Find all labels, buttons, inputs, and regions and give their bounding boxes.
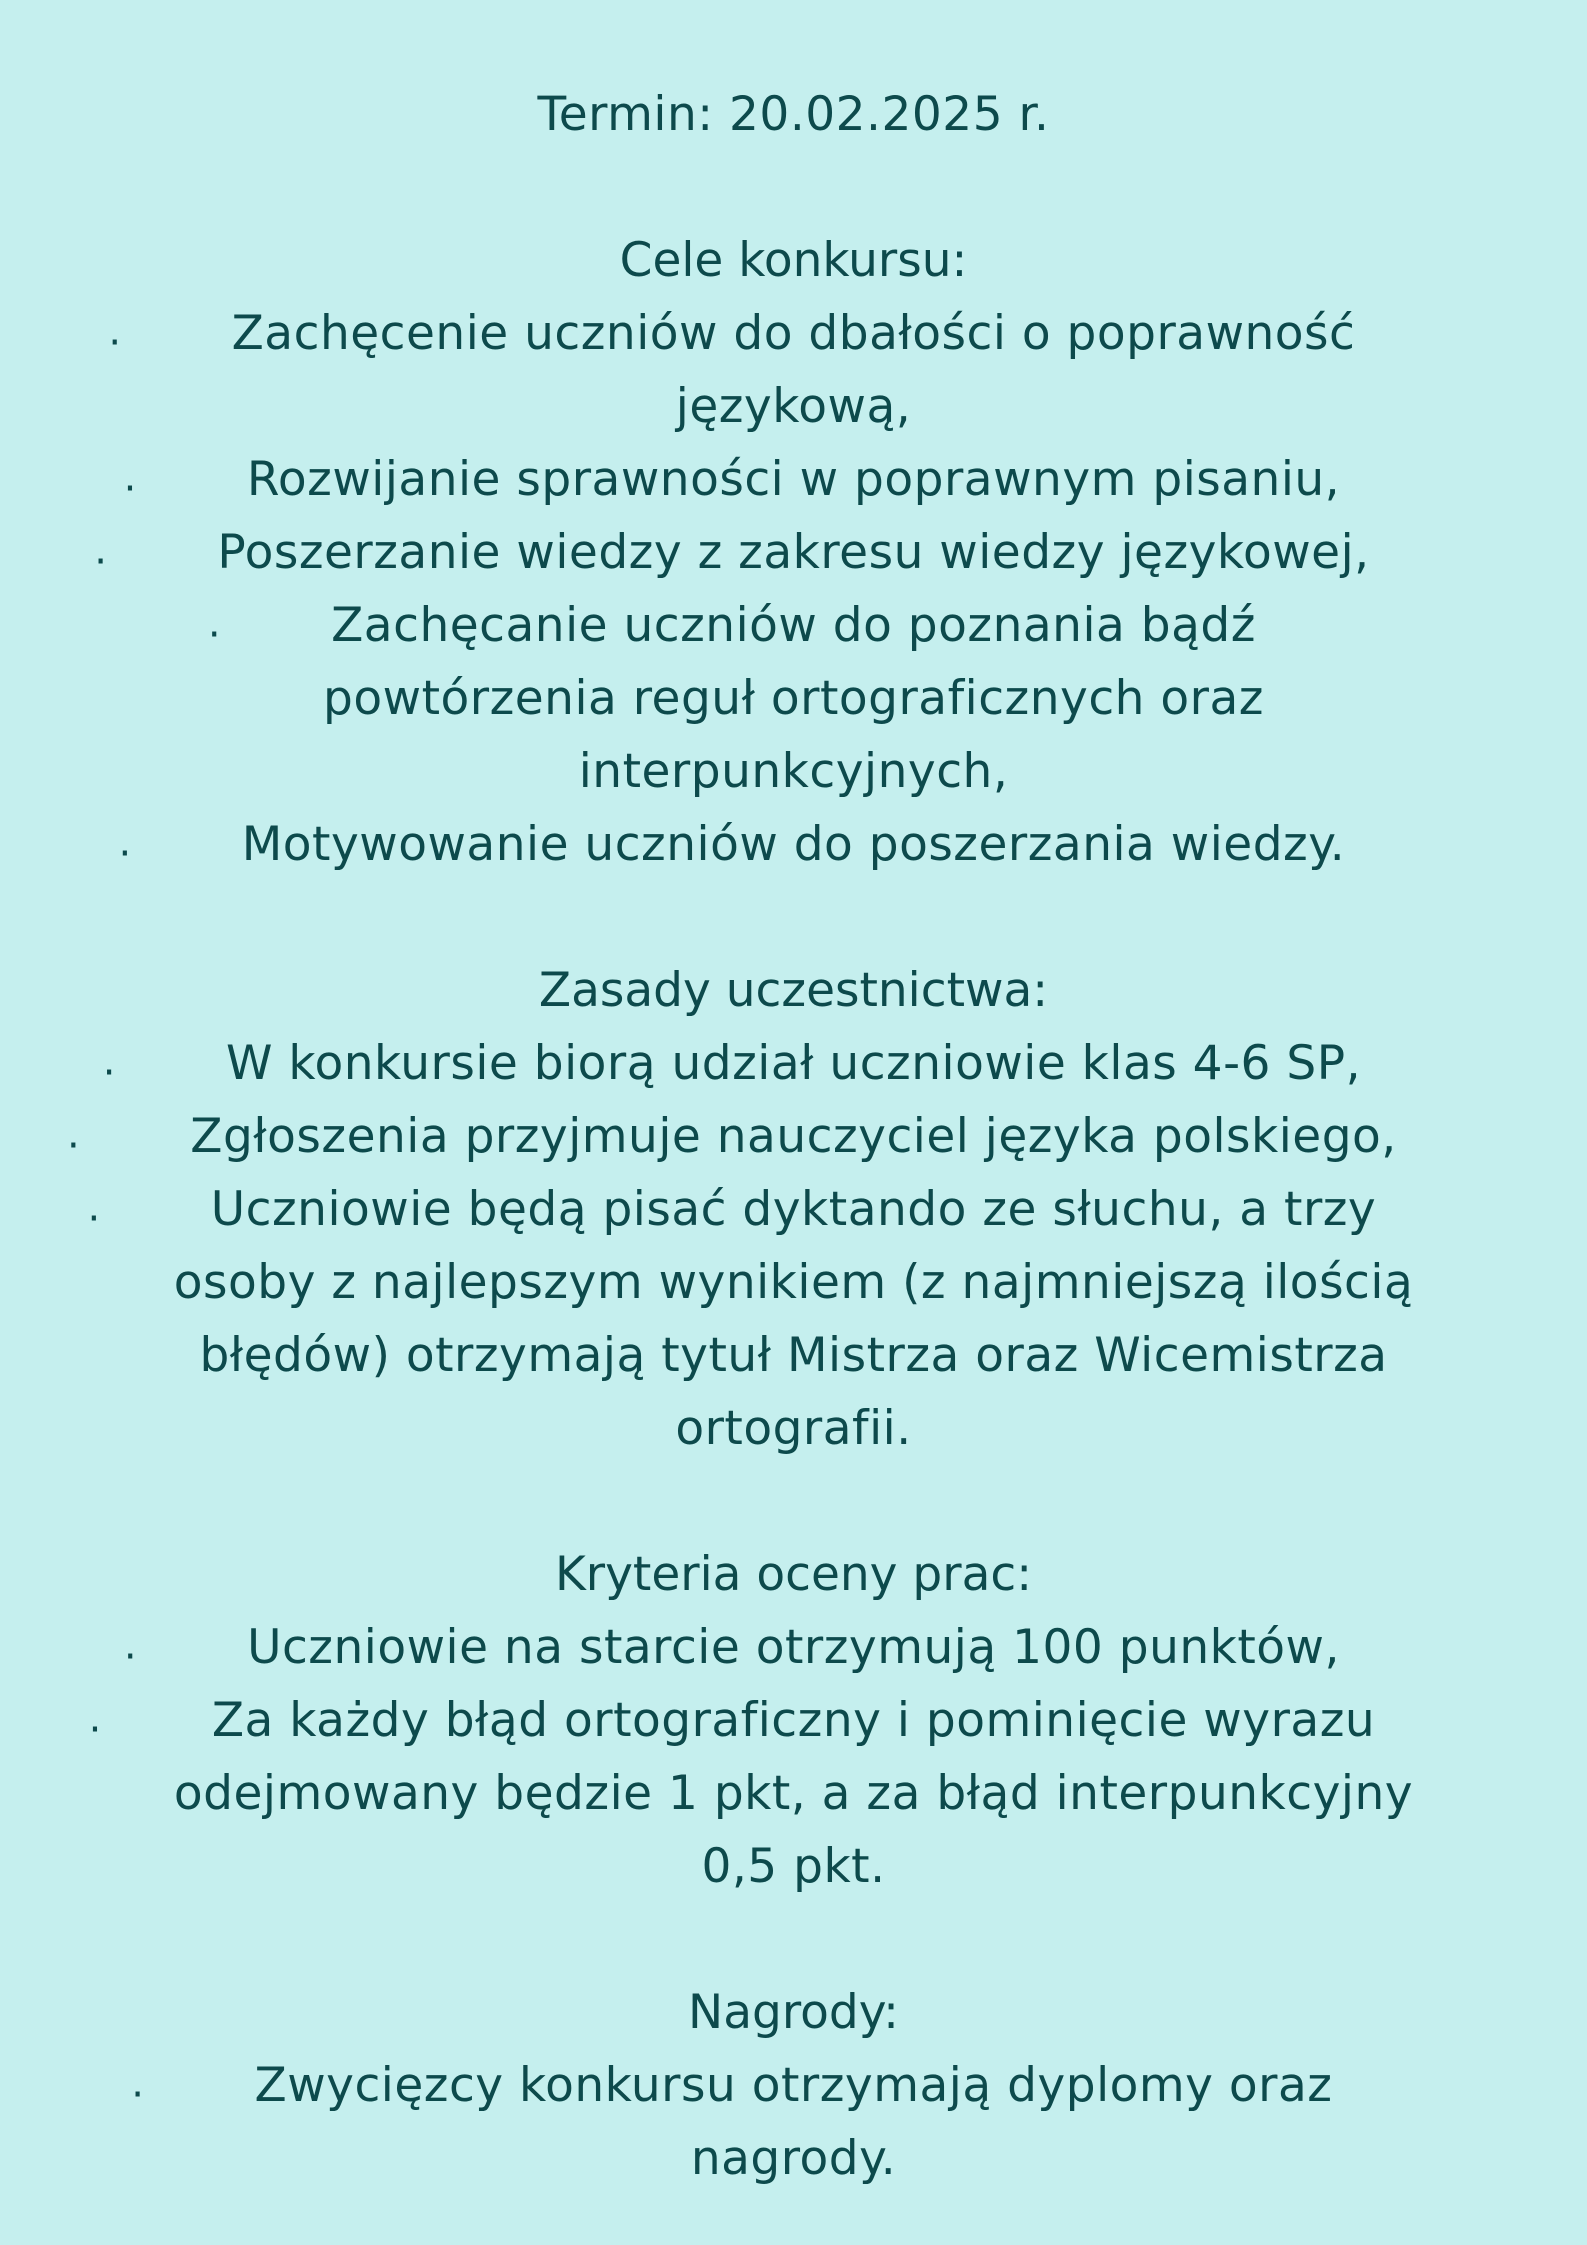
list-item-text: powtórzenia reguł ortograficznych oraz: [323, 671, 1264, 726]
section-spacer: [110, 151, 1477, 224]
section-title: Nagrody:: [688, 1985, 899, 2040]
list-item-text: odejmowany będzie 1 pkt, a za błąd interpunkcyjny: [173, 1766, 1414, 1821]
list-item-continuation: [110, 1246, 1477, 1319]
list-item-text: Motywowanie uczniów do poszerzania wiedzy.: [241, 817, 1346, 872]
list-item: [110, 297, 1477, 370]
list-item-text: W konkursie biorą udział uczniowie klas 4-6 SP,: [225, 1036, 1362, 1091]
list-item: [110, 1611, 1477, 1684]
list-item-continuation: [110, 370, 1477, 443]
list-item-text: błędów) otrzymają tytuł Mistrza oraz Wicemistrza: [199, 1328, 1388, 1383]
list-item-text: Zgłoszenia przyjmuje nauczyciel języka polskiego,: [190, 1109, 1397, 1164]
section-spacer: [110, 1465, 1477, 1538]
list-item: [87, 1173, 1477, 1246]
bullet-dot-icon: ·: [123, 466, 137, 512]
list-item-text: Zachęcanie uczniów do poznania bądź: [331, 598, 1256, 653]
list-item-text: Uczniowie będą pisać dyktando ze słuchu, a trzy: [210, 1182, 1377, 1237]
list-item: [67, 1100, 1477, 1173]
list-item-continuation: [110, 1757, 1477, 1830]
list-item-text: Uczniowie na starcie otrzymują 100 punktów,: [247, 1620, 1340, 1675]
section-title: Zasady uczestnictwa:: [538, 963, 1049, 1018]
list-item: [94, 516, 1477, 589]
list-item-continuation: [110, 662, 1477, 735]
bullet-dot-icon: ·: [123, 1634, 138, 1680]
bullet-dot-icon: ·: [108, 320, 122, 366]
bullet-dot-icon: ·: [94, 539, 108, 585]
list-item-text: nagrody.: [690, 2131, 897, 2186]
list-item-text: ortografii.: [675, 1401, 912, 1456]
sections-container: [67, 151, 1477, 2195]
list-item: [102, 1027, 1477, 1100]
list-item-continuation: [110, 1830, 1477, 1903]
list-item: [110, 589, 1477, 662]
list-item-text: Rozwijanie sprawności w poprawnym pisaniu,: [246, 452, 1341, 507]
list-item-text: osoby z najlepszym wynikiem (z najmniejszą ilością: [173, 1255, 1414, 1310]
list-item: [110, 2049, 1477, 2122]
section-title: Cele konkursu:: [619, 233, 968, 288]
bullet-dot-icon: ·: [102, 1050, 116, 1096]
list-item-text: interpunkcyjnych,: [578, 744, 1009, 799]
list-item: [110, 808, 1477, 881]
section-spacer: [110, 1903, 1477, 1976]
list-item-continuation: [110, 735, 1477, 808]
bullet-dot-icon: ·: [118, 831, 132, 877]
list-item-text: Zachęcenie uczniów do dbałości o poprawność: [231, 306, 1356, 361]
list-item-continuation: [110, 2122, 1477, 2195]
section-spacer: [110, 881, 1477, 954]
section-title: Kryteria oceny prac:: [554, 1547, 1033, 1602]
bullet-dot-icon: ·: [207, 612, 222, 658]
list-item-text: Zwycięzcy konkursu otrzymają dyplomy oraz: [254, 2058, 1333, 2113]
deadline-text: Termin: 20.02.2025 r.: [537, 87, 1050, 142]
list-item-text: językową,: [675, 379, 912, 434]
bullet-dot-icon: ·: [87, 1196, 101, 1242]
bullet-dot-icon: ·: [67, 1123, 81, 1169]
list-item-text: Za każdy błąd ortograficzny i pominięcie wyrazu: [211, 1693, 1376, 1748]
list-item-continuation: [110, 1319, 1477, 1392]
bullet-dot-icon: ·: [131, 2072, 145, 2118]
list-item: [88, 1684, 1477, 1757]
list-item-text: 0,5 pkt.: [701, 1839, 886, 1894]
list-item-continuation: [110, 1392, 1477, 1465]
list-item-text: Poszerzanie wiedzy z zakresu wiedzy językowej,: [217, 525, 1370, 580]
list-item: [110, 443, 1477, 516]
bullet-dot-icon: ·: [88, 1707, 102, 1753]
